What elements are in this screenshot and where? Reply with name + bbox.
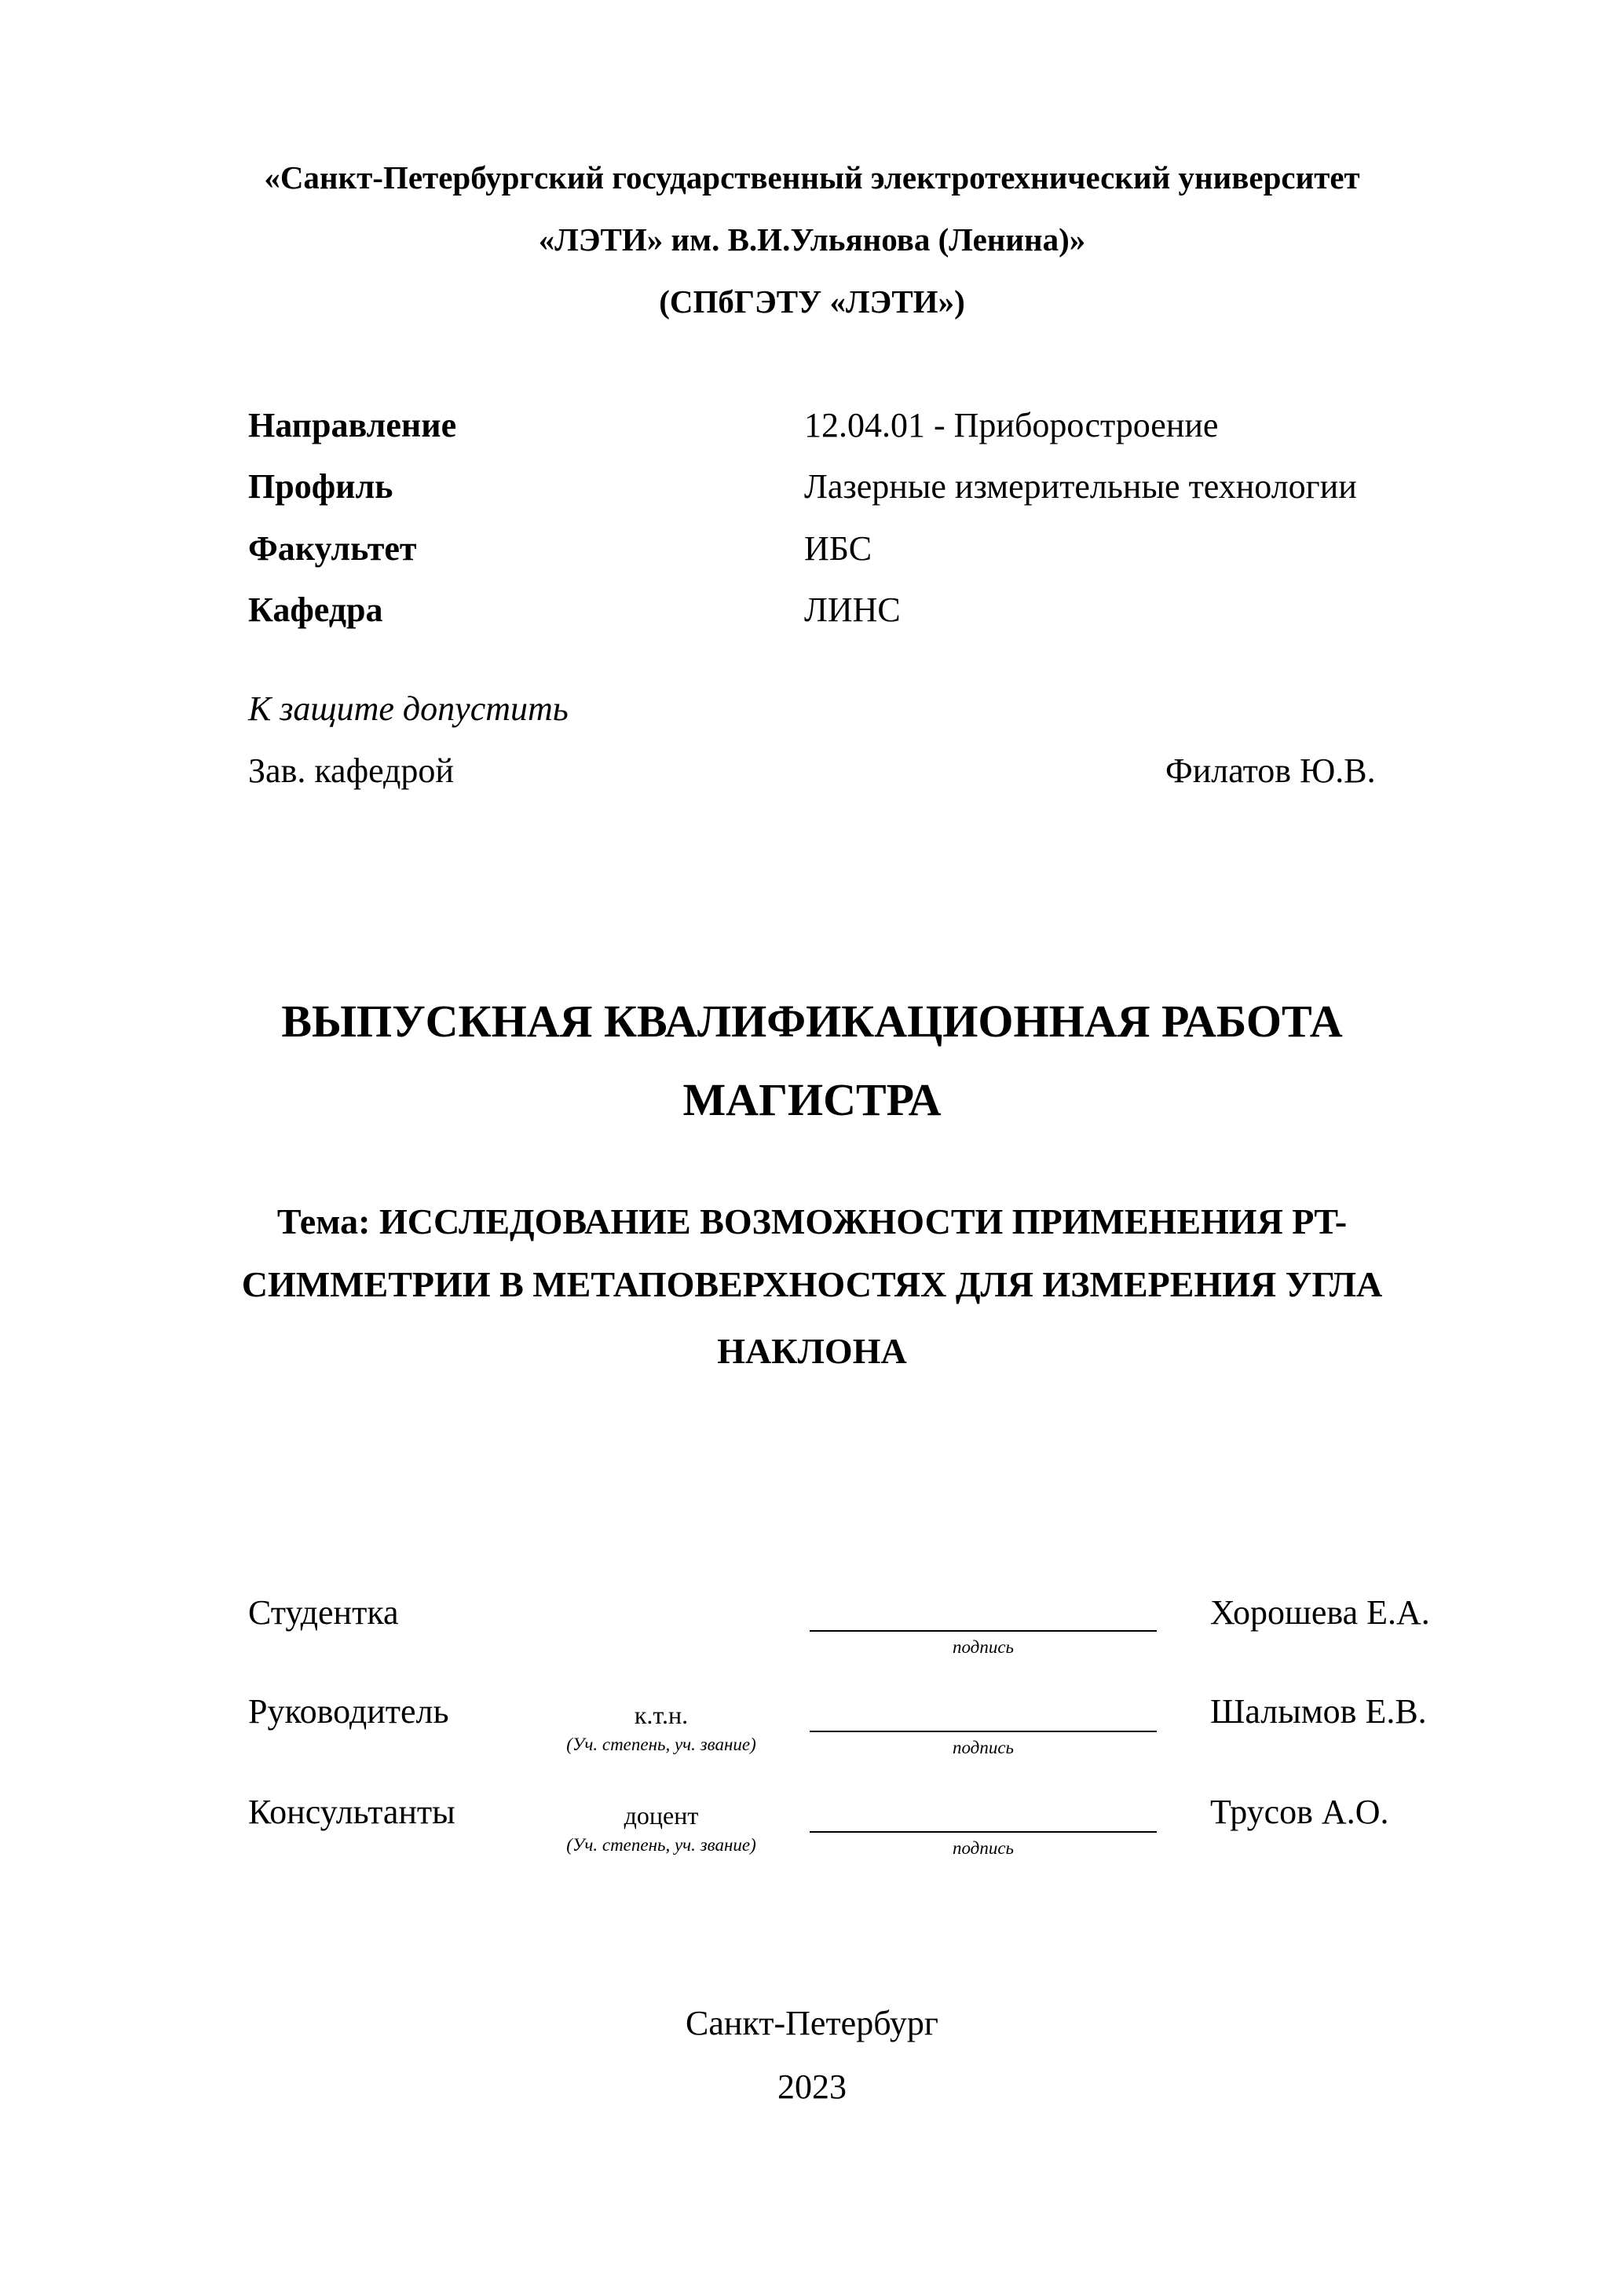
direction-value: 12.04.01 - Приборостроение	[804, 406, 1219, 444]
university-abbr: (СПбГЭТУ «ЛЭТИ»)	[659, 283, 965, 320]
document-title-cont: МАГИСТРА	[682, 1074, 942, 1125]
approval-caption: К защите допустить	[248, 689, 569, 728]
signature-caption: подпись	[952, 1738, 1014, 1757]
university-name-cont: «ЛЭТИ» им. В.И.Ульянова (Ленина)»	[538, 221, 1086, 258]
academic-degree-caption: (Уч. степень, уч. звание)	[566, 1735, 756, 1754]
direction-label: Направление	[248, 406, 457, 444]
topic-line-2: СИММЕТРИИ В МЕТАПОВЕРХНОСТЯХ ДЛЯ ИЗМЕРЕНИЯ УГЛА	[241, 1264, 1383, 1304]
signature-name: Трусов А.О.	[1210, 1793, 1389, 1831]
city: Санкт-Петербург	[686, 2004, 938, 2042]
topic-line-1: Тема: ИССЛЕДОВАНИЕ ВОЗМОЖНОСТИ ПРИМЕНЕНИЯ PT-	[276, 1201, 1348, 1241]
topic-line-3: НАКЛОНА	[717, 1331, 907, 1371]
signature-role: Студентка	[248, 1593, 399, 1632]
signature-role: Руководитель	[248, 1692, 449, 1731]
profile-label: Профиль	[248, 467, 393, 506]
signature-role: Консультанты	[248, 1793, 455, 1831]
document-title: ВЫПУСКНАЯ КВАЛИФИКАЦИОННАЯ РАБОТА	[281, 996, 1343, 1047]
approval-name: Филатов Ю.В.	[1165, 751, 1376, 790]
academic-degree-caption: (Уч. степень, уч. звание)	[566, 1835, 756, 1855]
department-label: Кафедра	[248, 590, 383, 629]
signature-line	[810, 1630, 1157, 1632]
faculty-value: ИБС	[804, 529, 872, 568]
signature-caption: подпись	[952, 1838, 1014, 1858]
academic-degree: доцент	[624, 1801, 699, 1830]
department-value: ЛИНС	[804, 590, 901, 629]
signature-line	[810, 1831, 1157, 1833]
signature-name: Хорошева Е.А.	[1210, 1593, 1430, 1632]
university-name: «Санкт-Петербургский государственный электротехнический университет	[264, 159, 1360, 196]
signature-name: Шалымов Е.В.	[1210, 1692, 1427, 1731]
approval-role: Зав. кафедрой	[248, 751, 454, 790]
signature-line	[810, 1731, 1157, 1732]
signature-caption: подпись	[952, 1637, 1014, 1657]
year: 2023	[777, 2067, 847, 2106]
faculty-label: Факультет	[248, 529, 417, 568]
academic-degree: к.т.н.	[634, 1701, 689, 1729]
profile-value: Лазерные измерительные технологии	[804, 467, 1357, 506]
